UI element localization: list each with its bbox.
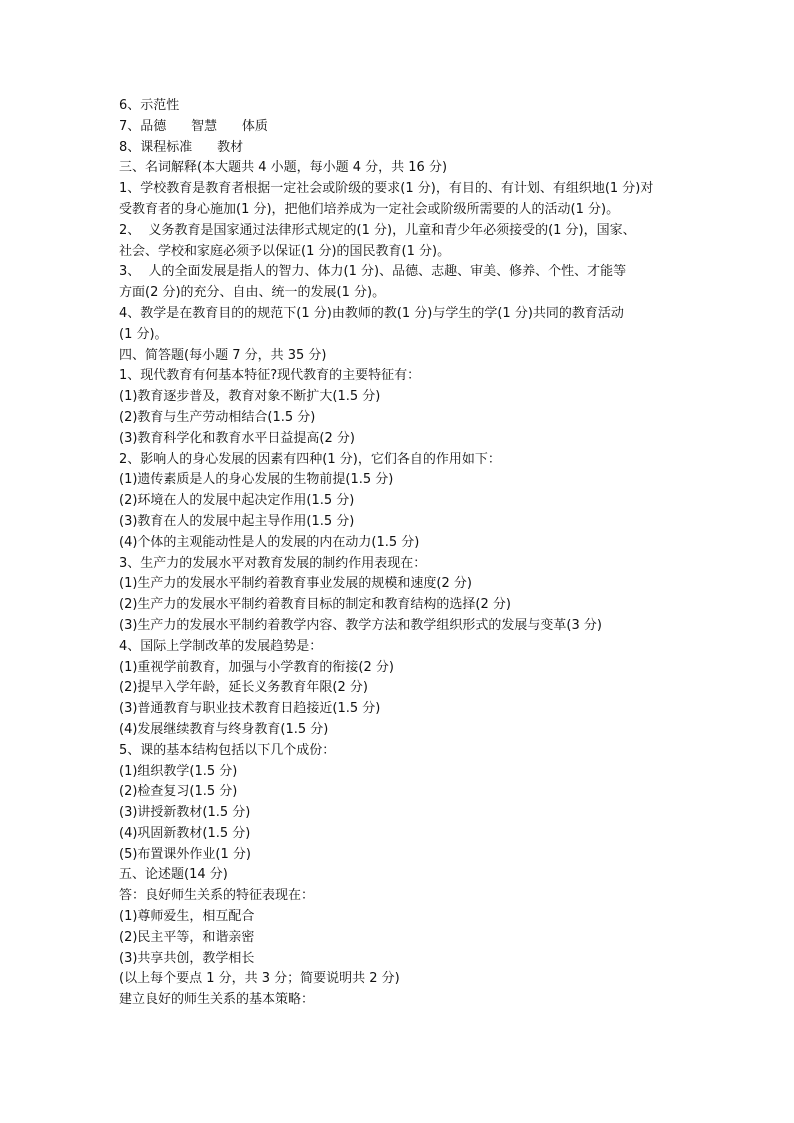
text-line: (4)巩固新教材(1.5 分) (119, 825, 251, 841)
text-line: 建立良好的师生关系的基本策略： (119, 992, 315, 1008)
text-line: (3)教育在人的发展中起主导作用(1.5 分) (119, 513, 355, 529)
text-line: 五、论述题(14 分) (119, 867, 228, 883)
text-line: 2、影响人的身心发展的因素有四种(1 分)，它们各自的作用如下： (119, 451, 501, 467)
text-line: 三、名词解释(本大题共 4 小题，每小题 4 分，共 16 分) (119, 160, 448, 176)
text-line: (1 分)。 (119, 326, 168, 342)
text-line: (2)提早入学年龄，延长义务教育年限(2 分) (119, 680, 368, 696)
text-line: 5、课的基本结构包括以下几个成份： (119, 742, 336, 758)
text-line: 答：良好师生关系的特征表现在： (119, 888, 315, 904)
text-line: (1)重视学前教育，加强与小学教育的衔接(2 分) (119, 659, 394, 675)
text-line: (2)环境在人的发展中起决定作用(1.5 分) (119, 493, 355, 509)
text-line: (以上每个要点 1 分，共 3 分；简要说明共 2 分) (119, 971, 400, 987)
text-line: (3)讲授新教材(1.5 分) (119, 805, 251, 821)
text-line: (3)教育科学化和教育水平日益提高(2 分) (119, 430, 355, 446)
text-line: (4)个体的主观能动性是人的发展的内在动力(1.5 分) (119, 534, 420, 550)
text-line: (1)教育逐步普及，教育对象不断扩大(1.5 分) (119, 389, 381, 405)
text-line: (4)发展继续教育与终身教育(1.5 分) (119, 721, 329, 737)
text-line: (3)普通教育与职业技术教育日趋接近(1.5 分) (119, 701, 381, 717)
text-line: (1)尊师爱生，相互配合 (119, 909, 255, 925)
text-line: 8、课程标准 教材 (119, 139, 244, 155)
text-line: (2)检查复习(1.5 分) (119, 784, 238, 800)
text-line: 四、简答题(每小题 7 分，共 35 分) (119, 347, 327, 363)
text-line: 社会、学校和家庭必须予以保证(1 分)的国民教育(1 分)。 (119, 243, 451, 259)
text-line: (1)生产力的发展水平制约着教育事业发展的规模和速度(2 分) (119, 576, 472, 592)
text-line: 2、 义务教育是国家通过法律形式规定的(1 分)，儿童和青少年必须接受的(1 分)，国家、 (119, 222, 636, 238)
text-line: (3)共享共创，教学相长 (119, 950, 255, 966)
text-line: 7、品德 智慧 体质 (119, 118, 268, 134)
text-line: (2)教育与生产劳动相结合(1.5 分) (119, 409, 316, 425)
text-line: 4、国际上学制改革的发展趋势是： (119, 638, 323, 654)
text-line: 3、 人的全面发展是指人的智力、体力(1 分)、品德、志趣、审美、修养、个性、才能等 (119, 264, 627, 280)
text-line: 1、现代教育有何基本特征?现代教育的主要特征有： (119, 368, 421, 384)
text-line: 6、示范性 (119, 98, 180, 113)
text-line: 方面(2 分)的充分、自由、统一的发展(1 分)。 (119, 285, 386, 301)
text-line: (2)生产力的发展水平制约着教育目标的制定和教育结构的选择(2 分) (119, 597, 511, 613)
text-line: (1)遗传素质是人的身心发展的生物前提(1.5 分) (119, 472, 394, 488)
text-line: 受教育者的身心施加(1 分)，把他们培养成为一定社会或阶级所需要的人的活动(1 分)。 (119, 201, 620, 217)
text-line: 3、生产力的发展水平对教育发展的制约作用表现在： (119, 555, 427, 571)
text-line: (5)布置课外作业(1 分) (119, 846, 251, 862)
text-line: 4、教学是在教育目的的规范下(1 分)由教师的教(1 分)与学生的学(1 分)共同的教育活动 (119, 305, 624, 321)
text-line: (3)生产力的发展水平制约着教学内容、教学方法和教学组织形式的发展与变革(3 分) (119, 617, 602, 633)
text-line: 1、学校教育是教育者根据一定社会或阶级的要求(1 分)，有目的、有计划、有组织地(1 分)对 (119, 181, 654, 197)
text-line: (1)组织教学(1.5 分) (119, 763, 238, 779)
text-line: (2)民主平等，和谐亲密 (119, 929, 255, 945)
answer-text-body (119, 96, 709, 1011)
